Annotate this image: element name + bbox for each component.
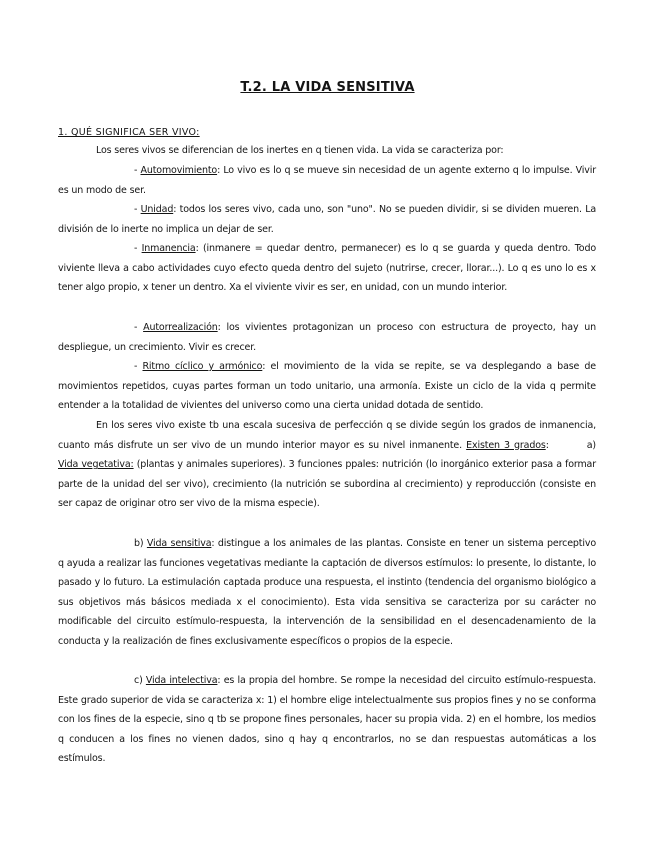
text-ritmo: : el movimiento de la vida se repite, se va desplegando a base de movimientos repetidos, cuyas partes forman un todo unitario, una armonía. Existe un ciclo de la vida q permite entender a la totalidad de vivientes del universo como una cierta unidad dotada de sentido.	[58, 361, 596, 412]
dash: -	[134, 165, 141, 176]
text-vida-vegetativa: (plantas y animales superiores). 3 funciones ppales: nutrición (lo inorgánico exterior pasa a formar parte de la unidad del ser vivo), crecimiento (la nutrición se subordina al crecimiento) y reproducción (consiste en ser capaz de originar otro ser vivo de la misma especie).	[58, 459, 596, 510]
paragraph-vida-intelectiva	[58, 671, 596, 769]
section-heading: 1. QUÉ SIGNIFICA SER VIVO:	[58, 127, 200, 138]
term-vida-sensitiva: Vida sensitiva	[146, 538, 212, 549]
paragraph-escala	[58, 416, 596, 514]
term-vida-intelectiva: Vida intelectiva	[145, 675, 218, 686]
dash: -	[134, 243, 142, 254]
dash: -	[134, 361, 143, 372]
page-title: T.2. LA VIDA SENSITIVA	[240, 80, 415, 95]
colon: :	[545, 439, 549, 451]
term-unidad: Unidad	[140, 204, 174, 215]
paragraph-unidad	[58, 200, 596, 239]
term-autorrealizacion: Autorrealización	[143, 322, 218, 333]
term-existen-grados: Existen 3 grados	[466, 439, 546, 451]
intro-text: Los seres vivos se diferencian de los inertes en q tienen vida. La vida se caracteriza por:	[96, 145, 504, 156]
paragraph-automovimiento	[58, 161, 596, 200]
paragraph-autorrealizacion	[58, 318, 596, 357]
text-vida-sensitiva: : distingue a los animales de las plantas. Consiste en tener un sistema perceptivo q ayuda a realizar las funciones vegetativas mediante la captación de diversos estímulos: lo presente, lo distante, lo pasado y lo futuro. La estimulación captada produce una respuesta, el instinto (tendencia del organismo biológico a sus objetivos más básicos mediada x el conocimiento). Esta vida sensitiva se caracteriza por su carácter no modificable del circuito estímulo-respuesta, la intervención de la sensibilidad en el desencadenamiento de la conducta y la realización de fines exclusivamente específicos o propios de la especie.	[58, 538, 596, 647]
term-automovimiento: Automovimiento	[140, 165, 218, 176]
text-unidad: : todos los seres vivo, cada uno, son "uno". No se pueden dividir, si se dividen mueren. La división de lo inerte no implica un dejar de ser.	[58, 204, 597, 235]
text-automovimiento: : Lo vivo es lo q se mueve sin necesidad de un agente externo q lo impulse. Vivir es un modo de ser.	[58, 165, 596, 196]
paragraph-inmanencia	[58, 239, 596, 298]
letter-b: b)	[134, 538, 147, 549]
term-vida-vegetativa: Vida vegetativa:	[58, 459, 134, 471]
dash: -	[134, 204, 141, 215]
paragraph-vida-sensitiva	[58, 534, 596, 652]
text-vida-intelectiva: : es la propia del hombre. Se rompe la necesidad del circuito estímulo-respuesta. Este grado superior de vida se caracteriza x: 1) el hombre elige intelectualmente sus propios fines y no se conforma con los fines de la especie, sino q tb se propone fines personales, hacer su propia vida. 2) en el hombre, los medios q conducen a los fines no vienen dados, sino q hay q encontrarlos, no se dan respuestas automáticas a los estímulos.	[58, 675, 596, 765]
intro-paragraph	[58, 141, 596, 161]
text-inmanencia: : (inmanere = quedar dentro, permanecer) es lo q se guarda y queda dentro. Todo viviente lleva a cabo actividades cuyo efecto queda dentro del sujeto (nutrirse, crecer, llorar...). Lo q es uno lo es x tener algo propio, x tener un dentro. Xa el viviente vivir es ser, en unidad, con un mundo interior.	[58, 243, 596, 294]
text-escala: En los seres vivo existe tb una escala sucesiva de perfección q se divide según los grados de inmanencia, cuanto más disfrute un ser vivo de un mundo interior mayor es su nivel inmanente.	[58, 420, 596, 451]
term-inmanencia: Inmanencia	[141, 243, 196, 254]
term-ritmo: Ritmo cíclico y armónico	[142, 361, 263, 372]
letter-a: a)	[586, 439, 596, 451]
paragraph-ritmo	[58, 357, 596, 416]
text-autorrealizacion: : los vivientes protagonizan un proceso con estructura de proyecto, hay un despliegue, un crecimiento. Vivir es crecer.	[58, 322, 596, 353]
dash: -	[134, 322, 144, 333]
letter-c: c)	[134, 675, 146, 686]
